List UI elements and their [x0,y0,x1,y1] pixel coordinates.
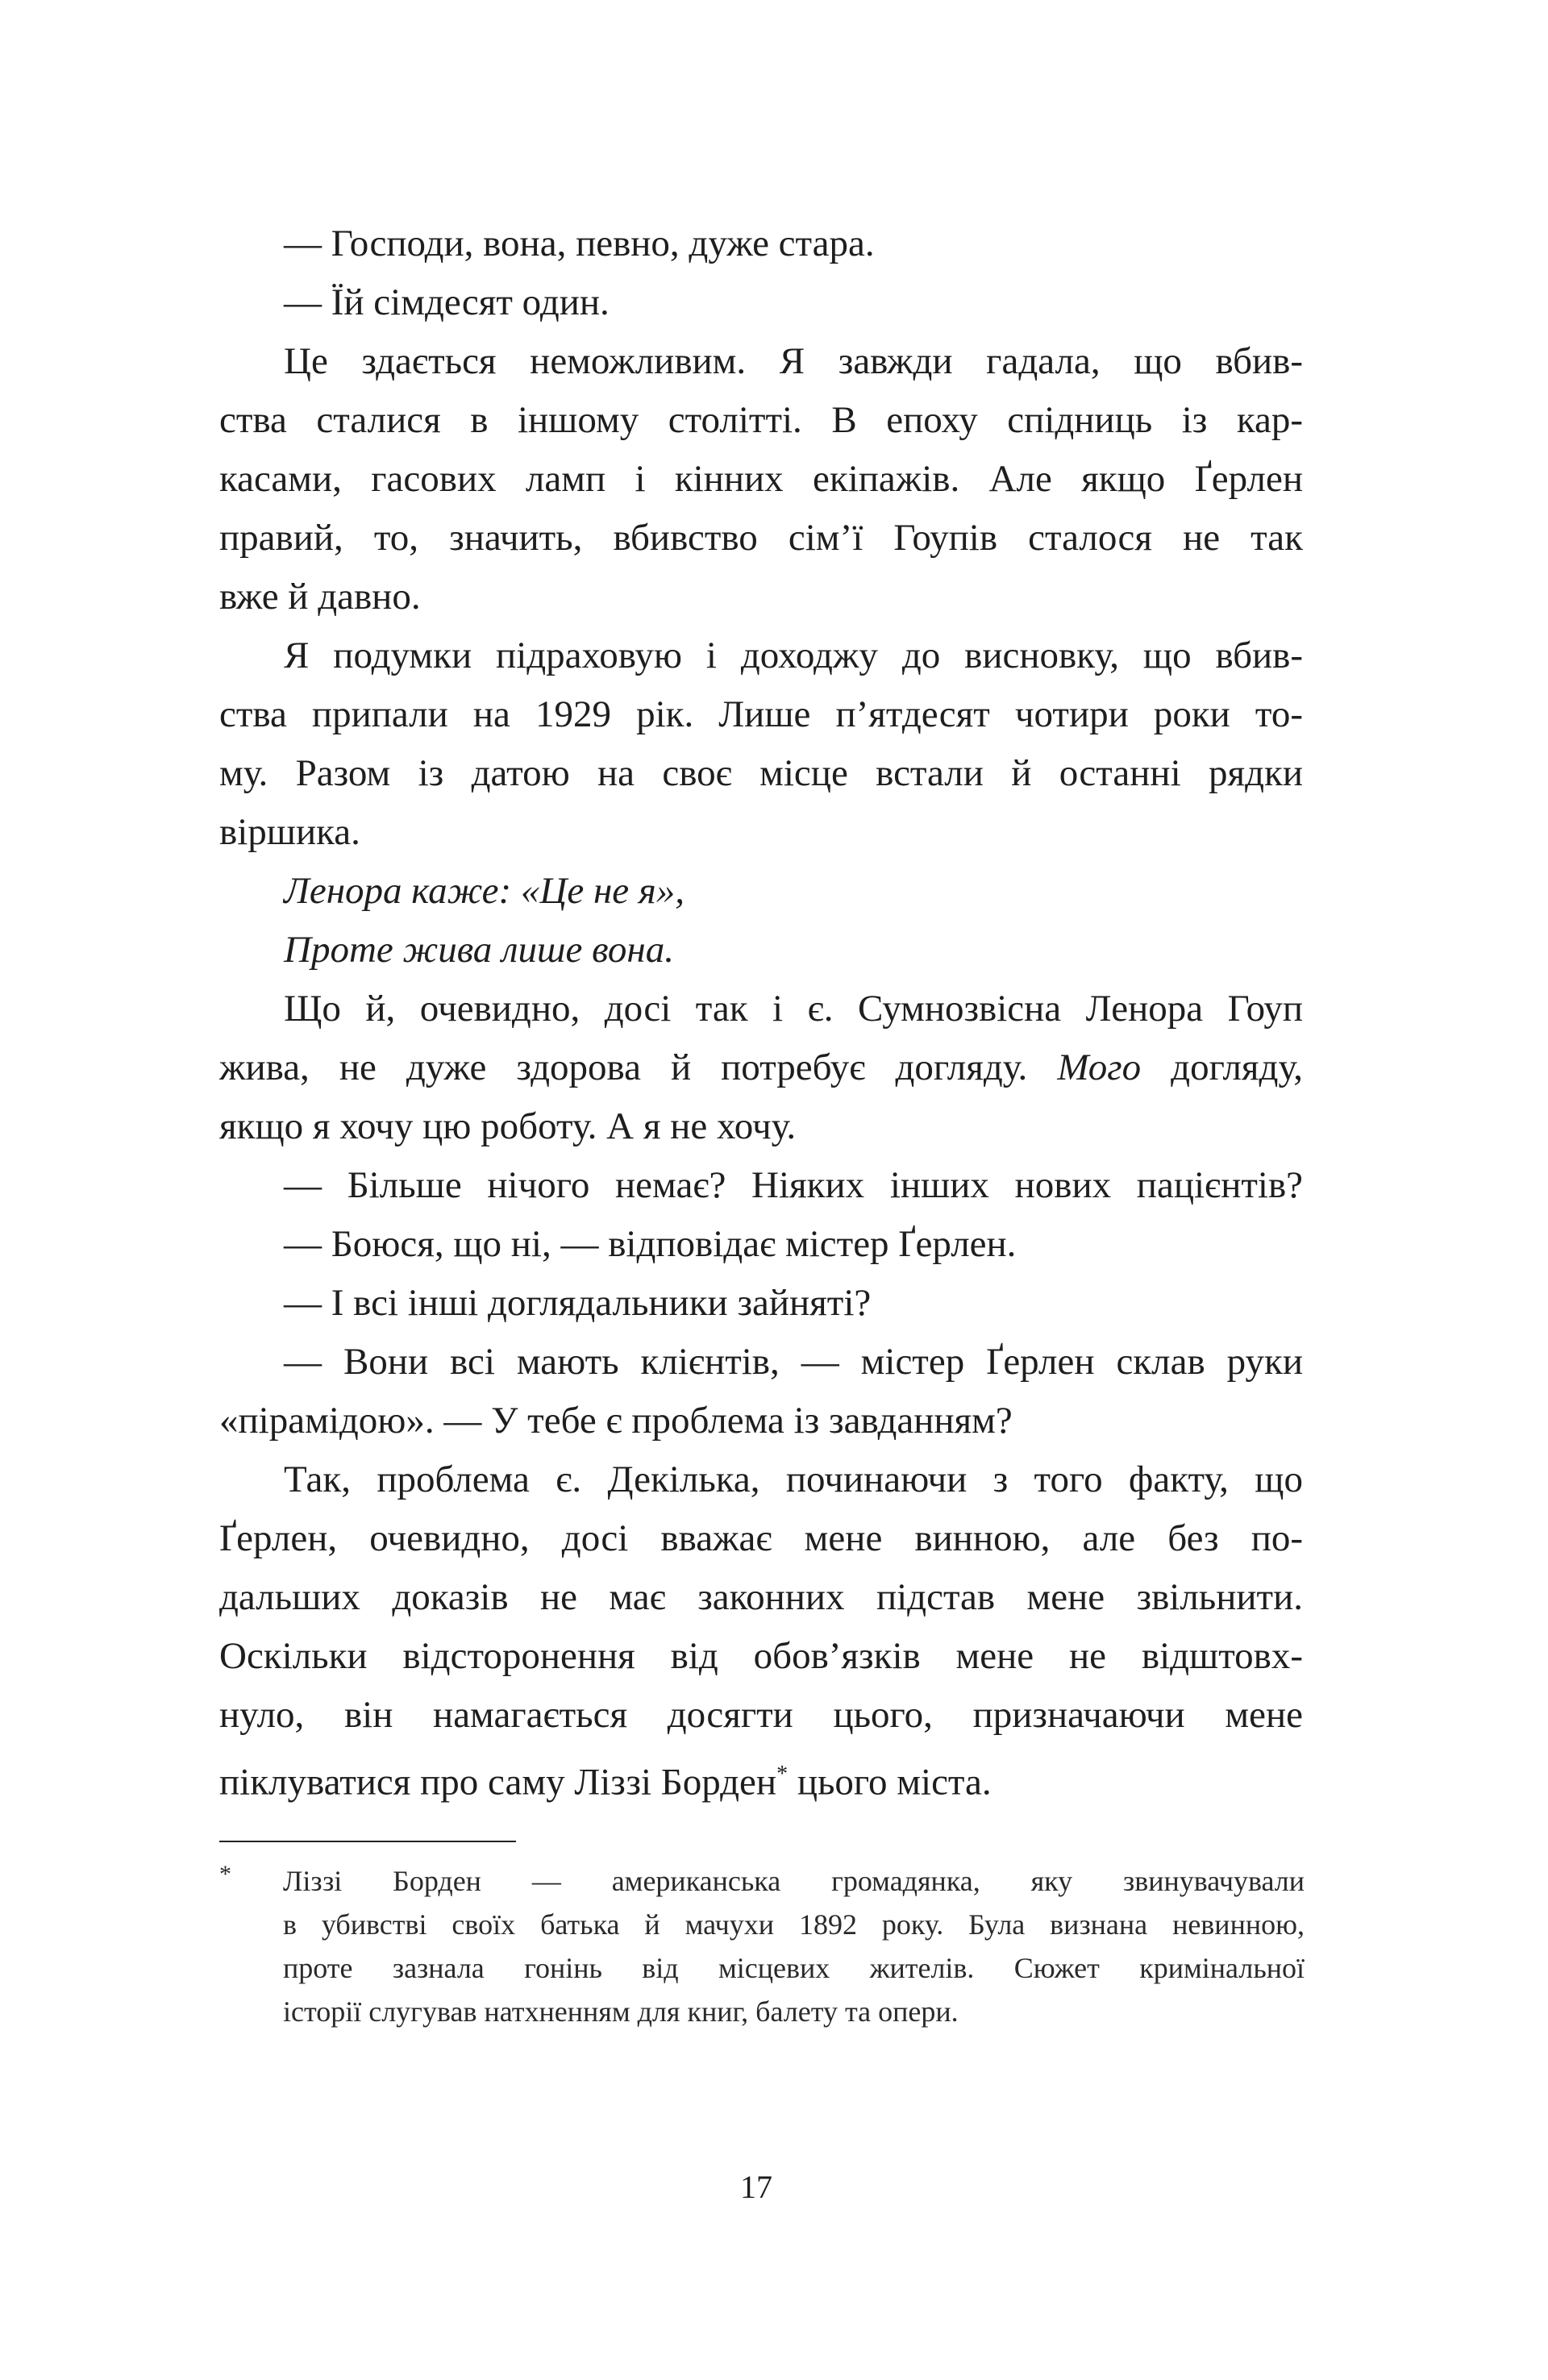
text-line: — Боюся, що ні, — відповідає містер Ґерлен. [284,1223,1017,1265]
text-line: — Вони всі мають клієнтів, — містер Ґерлен склав руки [284,1341,1303,1383]
text-segment: жива, не дуже здорова й потребує догляду. [219,1046,1058,1088]
footnote [219,1859,1305,2033]
text-line: дальших доказів не має законних підстав мене звільнити. [219,1576,1303,1618]
text-line: му. Разом із датою на своє місце встали й останні рядки [219,752,1303,794]
text-line: Так, проблема є. Декілька, починаючи з того факту, що [284,1458,1303,1500]
text-line: правий, то, значить, вбивство сім’ї Гоупів сталося не так [219,517,1303,559]
footnote-line: Ліззі Борден — американська громадянка, яку звинувачували [283,1865,1305,1897]
footnote-divider [219,1841,516,1842]
poem-line: Ленора каже: «Це не я», [284,870,685,912]
text-line: Я подумки підраховую і доходжу до висновку, що вбив- [284,635,1303,676]
text-line: ства припали на 1929 рік. Лише п’ятдесят чотири роки то- [219,693,1303,735]
text-line [219,1745,1303,1804]
text-segment: догляду, [1141,1046,1303,1088]
footnote-line: проте зазнала гонінь від місцевих жителів. Сюжет кримінальної [283,1952,1305,1984]
text-line: касами, гасових ламп і кінних екіпажів. Але якщо Ґерлен [219,458,1303,500]
text-line: «пірамідою». — У тебе є проблема із завданням? [219,1400,1013,1442]
footnote-line: в убивстві своїх батька й мачухи 1892 року. Була визнана невинною, [283,1908,1305,1941]
footnote-reference[interactable]: * [776,1762,789,1787]
text-segment: цього міста. [788,1761,992,1804]
text-line: Що й, очевидно, досі так і є. Сумнозвісна Ленора Гоуп [284,988,1303,1030]
text-line [219,1038,1303,1097]
footnote-mark: * [219,1861,231,1887]
emphasis-text: Мого [1057,1046,1142,1088]
poem-line: Проте жива лише вона. [284,929,674,971]
text-line: якщо я хочу цю роботу. А я не хочу. [219,1105,797,1147]
text-line: нуло, він намагається досягти цього, призначаючи мене [219,1694,1303,1736]
text-line: — Їй сімдесят один. [284,281,610,323]
footnote-line: історії слугував натхненням для книг, балету та опери. [283,1995,959,2028]
footnote-body [283,1859,1305,2033]
text-line: — Господи, вона, певно, дуже стара. [284,223,875,264]
text-line: вже й давно. [219,576,421,618]
text-line: Це здається неможливим. Я завжди гадала, що вбив- [284,340,1303,382]
text-segment: піклуватися про саму Ліззі Борден [219,1761,777,1804]
text-line: — І всі інші доглядальники зайняті? [284,1282,872,1324]
body-text [219,214,1303,1804]
text-line: Оскільки відсторонення від обов’язків мене не відштовх- [219,1635,1303,1677]
page-number: 17 [740,2169,772,2205]
text-line: Ґерлен, очевидно, досі вважає мене винною, але без по- [219,1517,1303,1559]
text-line: ства сталися в іншому столітті. В епоху спідниць із кар- [219,399,1303,441]
text-line: — Більше нічого немає? Ніяких інших нових пацієнтів? [284,1164,1303,1206]
text-line: віршика. [219,811,360,853]
